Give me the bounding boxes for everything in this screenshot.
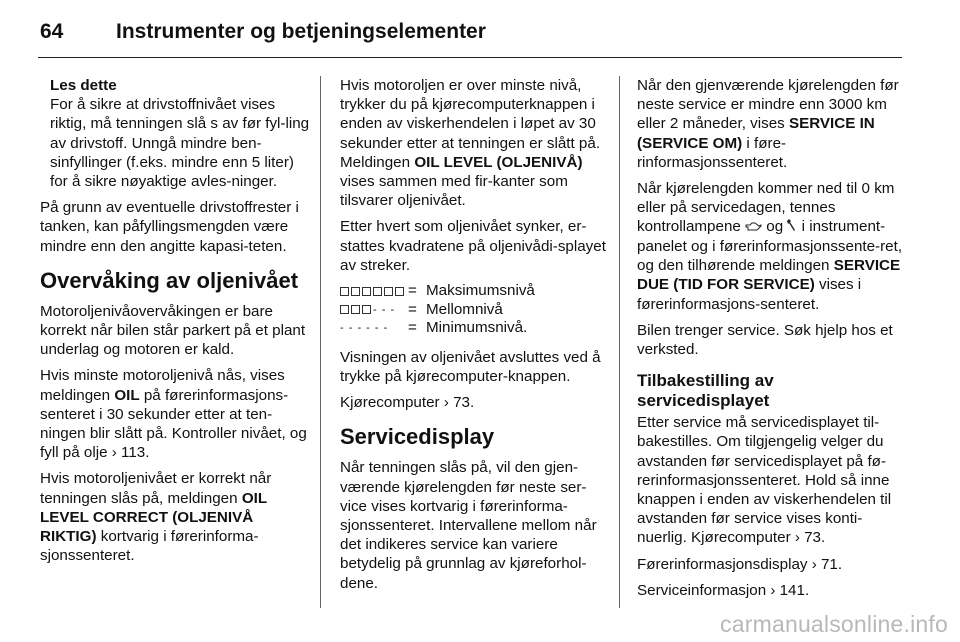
message-service-in: SERVICE IN (SERVICE OM) (637, 115, 875, 152)
text: Serviceinformasjon (637, 581, 771, 599)
page-header (40, 14, 486, 50)
text: på førerinformasjons-senteret i 30 sekunder etter at ten-ningen blir slått på. Kontroller nivået, og fyll på olje (40, 386, 307, 462)
section-heading-reset-service: Tilbakestilling av servicedisplayet (637, 371, 774, 411)
header-divider (38, 57, 902, 58)
oil-level-indicator-list (340, 282, 610, 338)
indicator-label: Mellomnivå (426, 300, 503, 318)
column-divider-1 (320, 76, 321, 608)
paragraph (340, 76, 610, 210)
paragraph: Bilen trenger service. Søk hjelp hos et verksted. (637, 321, 893, 359)
page-ref[interactable]: 73. (804, 529, 826, 547)
column-3 (637, 76, 903, 607)
oil-can-icon (745, 218, 762, 237)
indicator-row-min (340, 319, 610, 338)
text: vises i førerinformasjons-senteret. (637, 276, 862, 313)
message-oil-level: OIL LEVEL (OLJENIVÅ) (414, 153, 583, 171)
paragraph: Etter hvert som oljenivået synker, er-stattes kvadratene på oljenivådi-splayet av streker. (340, 218, 606, 274)
indicator-row-mid (340, 301, 610, 320)
page-ref-icon (812, 556, 817, 573)
text: Kjørecomputer (340, 394, 444, 412)
paragraph (340, 393, 610, 412)
message-oil-level-correct: OIL LEVEL CORRECT (OLJENIVÅ RIKTIG) (40, 489, 267, 546)
text: vises sammen med fir-kanter som tilsvarer oljenivået. (340, 173, 568, 210)
page-ref[interactable]: 141. (779, 581, 810, 599)
paragraph (637, 555, 903, 574)
note-box (50, 76, 310, 191)
page-title: Instrumenter og betjeningselementer (116, 20, 486, 43)
wrench-icon (787, 218, 797, 237)
page-number: 64 (40, 20, 64, 43)
text: Når kjørelengden kommer ned til 0 km eller på servicedagen, tennes kontrollampene (637, 180, 895, 236)
indicator-label: Minimumsnivå. (426, 319, 528, 337)
paragraph (637, 581, 903, 600)
indicator-label: Maksimumsnivå (426, 282, 535, 300)
page-ref-icon (770, 582, 775, 599)
equals: = (408, 300, 417, 318)
squares-dashes-icon (340, 301, 408, 320)
page-ref-icon (112, 444, 117, 461)
text: Hvis motoroljenivået er korrekt når tenningen slås på, meldingen (40, 470, 272, 507)
text: Hvis minste motoroljenivå nås, vises meldingen (40, 367, 285, 404)
paragraph: Når tenningen slås på, vil den gjen-værende kjørelengden før neste ser-vice vises kortvarig i førerinforma-sjonssenteret. Intervallene mellom når det indikeres service kan variere betydelig på grunnlag av kjøreforhol-dene. (340, 459, 597, 592)
dashes-icon: - - - - - - (340, 322, 389, 335)
page-ref[interactable]: 73. (453, 394, 475, 412)
paragraph (637, 179, 903, 314)
column-divider-2 (619, 76, 620, 608)
paragraph (40, 469, 310, 565)
text: kortvarig i førerinforma-sjonssenteret. (40, 528, 259, 565)
column-1 (40, 76, 310, 572)
paragraph (637, 413, 903, 547)
text: og (762, 218, 788, 236)
paragraph: På grunn av eventuelle drivstoffrester i tanken, kan påfyllingsmengden være mindre enn den angitte kapasi-teten. (40, 199, 299, 255)
paragraph (40, 366, 310, 462)
note-body: For å sikre at drivstoffnivået vises riktig, må tenningen slå s av før fyl-ling av drivstoff. Unngå mindre ben-sinfyllinger (f.eks. mindre enn 5 liter) for å sikre nøyaktige avles-ninger. (50, 96, 310, 191)
text: Etter service må servicedisplayet til-bakestilles. Om tilgjengelig velger du avstanden før servicedisplayet på fø-rerinformasjonssenteret. Hold så inne knappen i enden av viskerhendelen til avstanden før service vises konti-nuerlig. Kjørecomputer (637, 414, 892, 547)
note-title: Les dette (50, 77, 117, 94)
text: Hvis motoroljen er over minste nivå, trykker du på kjørecomputerknappen i enden av viskerhendelen i løpet av 30 sekunder etter at tenningen er slått på. Meldingen (340, 77, 601, 171)
page-ref-icon (444, 394, 449, 411)
indicator-row-max (340, 282, 610, 301)
section-heading-service-display: Servicedisplay (340, 424, 495, 450)
text: i føre-rinformasjonssenteret. (637, 134, 788, 171)
paragraph (637, 76, 903, 172)
section-heading-oil-level: Overvåking av oljenivået (40, 267, 299, 293)
message-service-due: SERVICE DUE (TID FOR SERVICE) (637, 257, 901, 294)
text: Når den gjenværende kjørelengden før neste service er mindre enn 3000 km eller 2 måneder, vises (637, 77, 899, 133)
message-oil: OIL (114, 386, 140, 404)
squares-icon (340, 282, 408, 301)
equals: = (408, 319, 417, 337)
page-ref[interactable]: 71. (820, 555, 843, 573)
paragraph: Visningen av oljenivået avsluttes ved å trykke på kjørecomputer-knappen. (340, 348, 601, 386)
dashes: - - - (373, 303, 396, 316)
equals: = (408, 282, 417, 300)
text: Førerinformasjonsdisplay (637, 555, 812, 573)
watermark: carmanualsonline.info (720, 611, 948, 637)
paragraph: Motoroljenivåovervåkingen er bare korrekt når bilen står parkert på et plant underlag og motoren er kald. (40, 302, 306, 359)
page-ref-icon (795, 529, 800, 546)
text: i instrument-panelet og i førerinformasjonssente-ret, og den tilhørende meldingen (637, 218, 903, 275)
column-2 (340, 76, 610, 600)
page-ref[interactable]: 113. (121, 444, 150, 462)
